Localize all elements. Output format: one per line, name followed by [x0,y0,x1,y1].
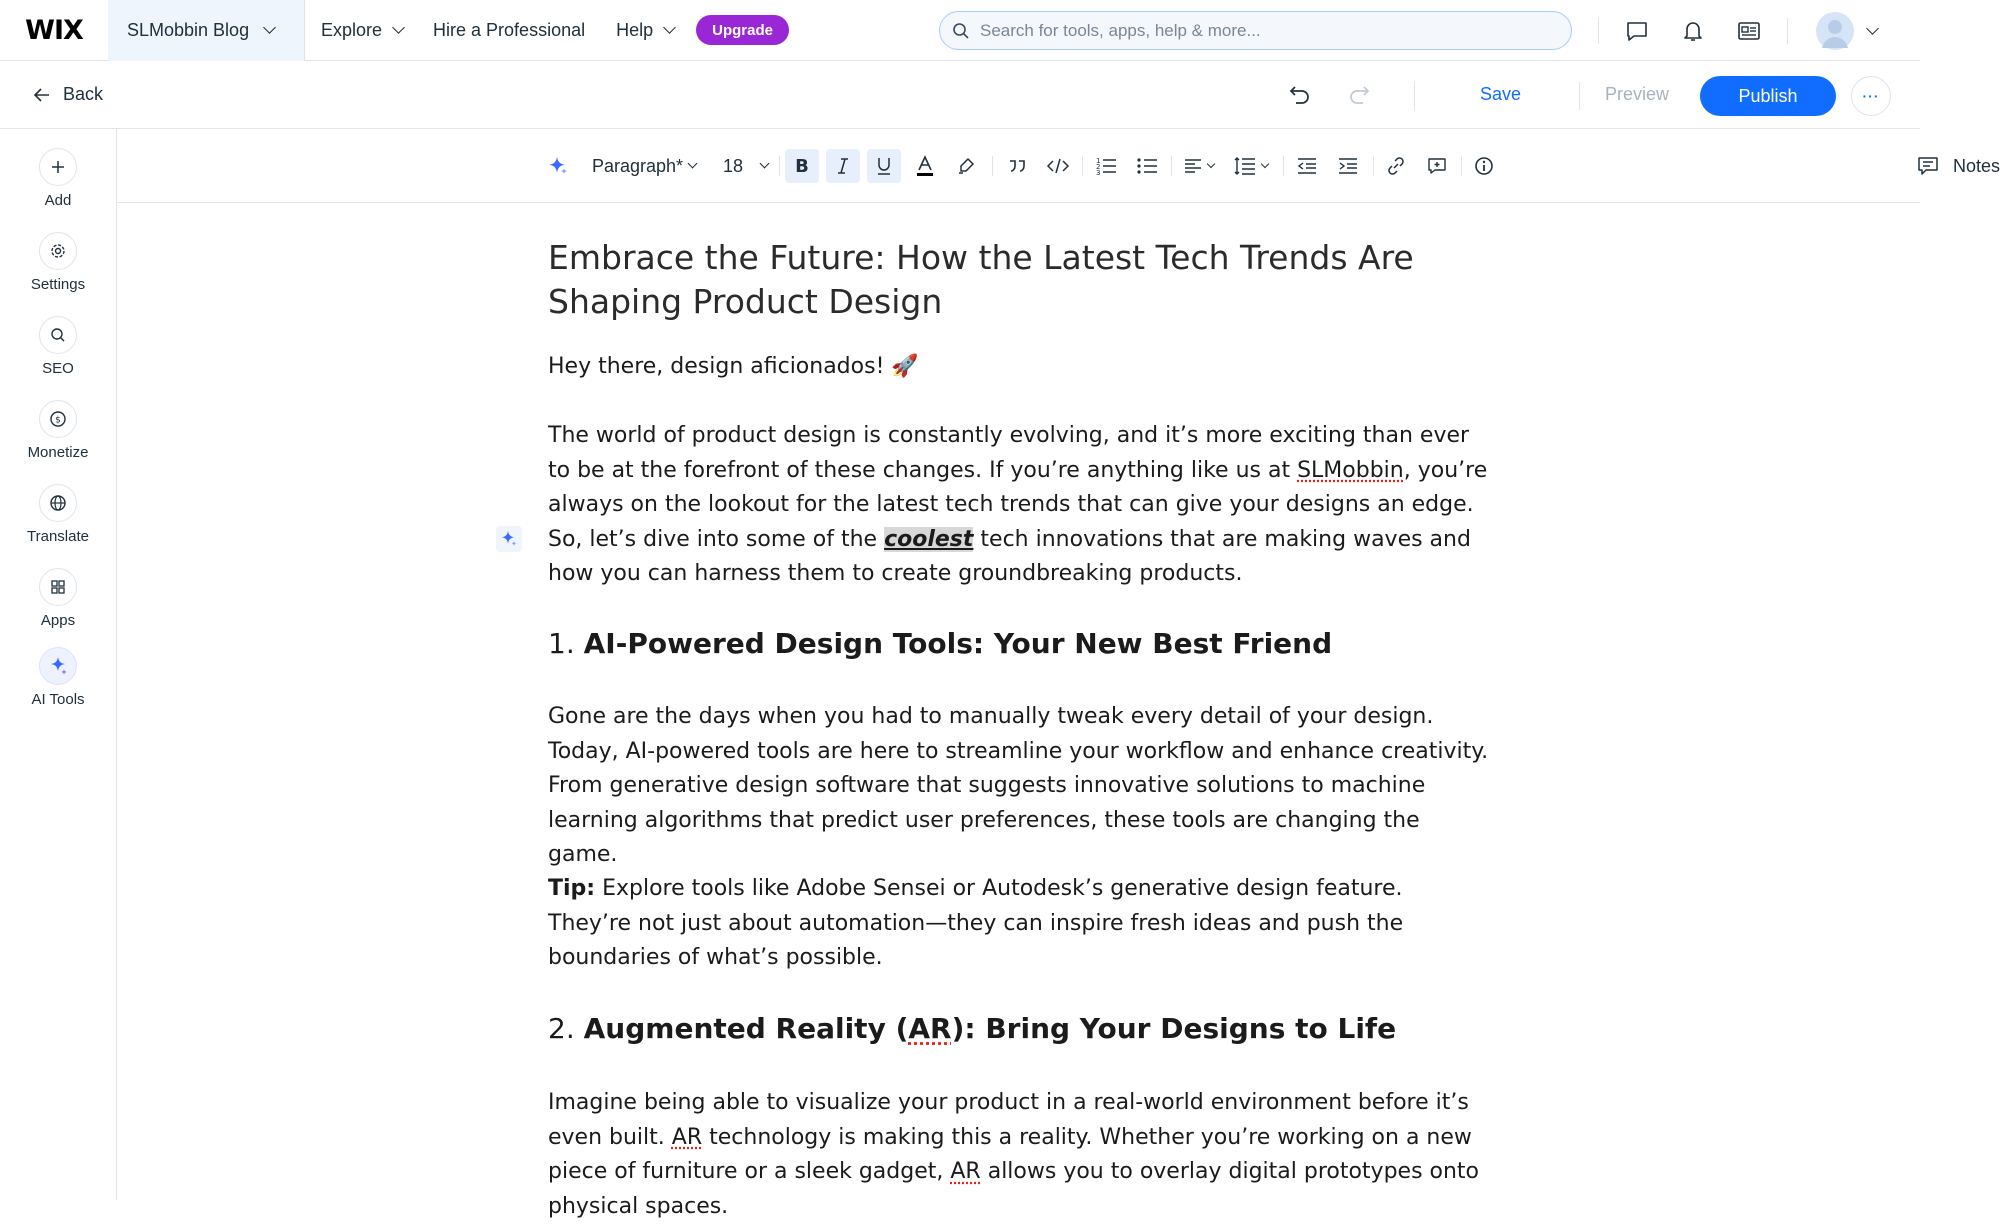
nav-explore-label: Explore [321,19,383,40]
gear-icon [39,232,77,270]
section-1-paragraph[interactable]: Gone are the days when you had to manually tweak every detail of your design. Today, AI-powered tools are here to streamline your workflow and enhance creativity. From generative design software that suggests innovative solutions to machine learning algorithms that predict user preferences, these tools are changing the game. [548,704,1489,867]
top-icons [1598,0,1877,61]
ai-sparkle-icon[interactable] [541,149,575,183]
divider [1414,82,1415,110]
sidebar-item-add[interactable] [0,148,116,209]
font-size-value: 18 [723,155,744,176]
text-run: The world of product design is constantly evolving, and it’s more exciting than ever to be at the forefront of these changes. If you’re anything like us at [548,423,1470,483]
news-icon[interactable] [1721,0,1777,61]
chevron-down-icon [263,21,276,34]
numbered-list-icon[interactable] [1089,149,1123,183]
sidebar-item-label: Apps [40,612,76,629]
sidebar-item-label: SEO [42,360,74,377]
code-icon[interactable] [1041,149,1075,183]
sidebar-item-apps[interactable] [0,568,116,629]
divider [779,156,780,176]
nav-help[interactable] [616,0,674,61]
notes-button[interactable] [1917,149,2000,183]
article-greeting[interactable]: Hey there, design aficionados! 🚀 [548,354,919,379]
chevron-down-icon [760,159,770,169]
text-formatting-toolbar [117,129,2000,203]
text-run-ar: AR [950,1159,981,1184]
quote-icon[interactable] [1000,149,1034,183]
search-input[interactable]: Search for tools, apps, help & more... [980,20,1261,40]
editor-action-bar [0,61,1920,129]
undo-icon[interactable] [1285,80,1315,110]
site-name: SLMobbin Blog [127,19,250,40]
apps-icon [39,568,77,606]
heading-text: ): Bring Your Designs to Life [951,1012,1397,1045]
text-align-dropdown[interactable] [1175,149,1223,183]
tip-text: Explore tools like Adobe Sensei or Autodesk’s generative design feature. They’re not just about automation—they can inspire fresh ideas and push the boundaries of what’s possible. [548,876,1404,970]
left-sidebar [0,129,117,1200]
text-run: Imagine being able to visualize your product in a real-world environment before it’s even built. [548,1090,1469,1150]
text-run: tech innovations that are making waves and how you can harness them to create groundbreaking products. [548,526,1471,586]
sidebar-item-seo[interactable] [0,316,116,377]
chevron-down-icon [1207,159,1215,167]
sidebar-item-label: Add [44,192,72,209]
globe-icon [39,484,77,522]
paragraph-style-value: Paragraph* [592,155,684,176]
dollar-icon [39,400,77,438]
bold-button[interactable] [785,149,819,183]
paragraph-style-dropdown[interactable] [592,149,696,183]
italic-button[interactable] [826,149,860,183]
chat-icon[interactable] [1609,0,1665,61]
svg-text:1: 1 [1096,157,1101,165]
arrow-left-icon [33,87,51,103]
article-title[interactable]: Embrace the Future: How the Latest Tech Trends Are Shaping Product Design [548,238,1414,321]
text-run-ar: AR [671,1124,703,1150]
divider [1283,156,1284,176]
sidebar-item-ai-tools[interactable] [0,647,116,708]
heading-number: 2. [548,1012,584,1045]
bullet-list-icon[interactable] [1130,149,1164,183]
more-actions-button[interactable]: ··· [1851,76,1891,116]
sidebar-item-settings[interactable] [0,232,116,293]
divider [1373,156,1374,176]
heading-text-ar: AR [908,1012,952,1045]
text-run: technology is making this a reality. Whether you’re working on a new piece of furniture or a sleek gadget, [548,1124,1472,1184]
sidebar-item-label: Monetize [27,444,89,461]
heading-number: 1. [548,627,584,660]
wix-logo[interactable]: WIX [25,14,83,46]
search-bar[interactable] [939,11,1572,50]
sidebar-item-label: Translate [27,528,89,545]
svg-text:$: $ [55,415,61,426]
publish-button[interactable]: Publish [1700,76,1836,116]
nav-help-label: Help [616,19,654,40]
line-spacing-dropdown[interactable] [1227,149,1275,183]
text-run: , you’re always on the lookout for the latest tech trends that can give your designs an edge. So, let’s dive into some of the [548,457,1488,552]
font-size-dropdown[interactable] [723,149,768,183]
tip-paragraph[interactable] [548,872,1490,976]
upgrade-button[interactable]: Upgrade [696,15,789,45]
avatar[interactable] [1816,12,1854,50]
sidebar-item-label: Settings [30,276,86,293]
divider [1171,156,1172,176]
heading-text: Augmented Reality ( [583,1012,909,1045]
chevron-down-icon[interactable] [1866,22,1879,35]
nav-hire-professional[interactable] [433,0,585,61]
chevron-down-icon [392,21,405,34]
top-bar [0,0,1920,61]
site-selector[interactable] [108,0,305,61]
svg-text:3: 3 [1096,169,1101,177]
back-button[interactable] [33,84,103,105]
line-spacing-icon [1234,156,1256,176]
section-2-paragraph[interactable] [548,1086,1490,1224]
tip-label: Tip: [548,876,596,901]
ai-assist-sparkle-icon[interactable] [496,526,522,552]
save-button[interactable]: Save [1480,84,1522,104]
chevron-down-icon [663,21,676,34]
section-heading-1[interactable] [548,624,1332,664]
info-icon[interactable] [1467,149,1501,183]
chevron-down-icon [688,159,698,169]
chevron-down-icon [1261,159,1269,167]
section-heading-2[interactable] [548,1009,1396,1049]
svg-text:2: 2 [1096,163,1101,171]
preview-button[interactable]: Preview [1605,84,1670,104]
decrease-indent-icon[interactable] [1290,149,1324,183]
sidebar-item-label: AI Tools [31,691,85,708]
back-label: Back [63,84,104,104]
increase-indent-icon[interactable] [1331,149,1365,183]
article-intro-paragraph[interactable] [548,419,1490,592]
divider [1598,18,1599,44]
notes-icon [1917,156,1939,176]
link-icon[interactable] [1379,149,1413,183]
notes-label: Notes [1953,155,2000,176]
underline-button[interactable] [867,149,901,183]
divider [1787,18,1788,44]
divider [1579,82,1580,110]
nav-hire-label: Hire a Professional [433,19,586,40]
divider [992,156,993,176]
plus-icon [39,148,77,186]
text-run: allows you to overlay digital prototypes onto physical spaces. [548,1159,1480,1219]
divider [1461,156,1462,176]
sparkle-icon [39,647,77,685]
nav-explore[interactable] [321,0,403,61]
sidebar-item-monetize[interactable] [0,400,116,461]
highlight-icon[interactable] [949,149,983,183]
add-comment-icon[interactable] [1420,149,1454,183]
heading-text: AI-Powered Design Tools: Your New Best Friend [583,627,1333,660]
brand-name: SLMobbin [1297,457,1404,483]
align-left-icon [1184,158,1202,174]
divider [1082,156,1083,176]
search-icon [952,22,970,40]
svg-text:B: B [795,156,809,177]
redo-icon[interactable] [1344,80,1374,110]
sidebar-item-translate[interactable] [0,484,116,545]
search-icon [39,316,77,354]
selected-text[interactable]: coolest [884,526,974,552]
bell-icon[interactable] [1665,0,1721,61]
text-color-button[interactable] [908,149,942,183]
